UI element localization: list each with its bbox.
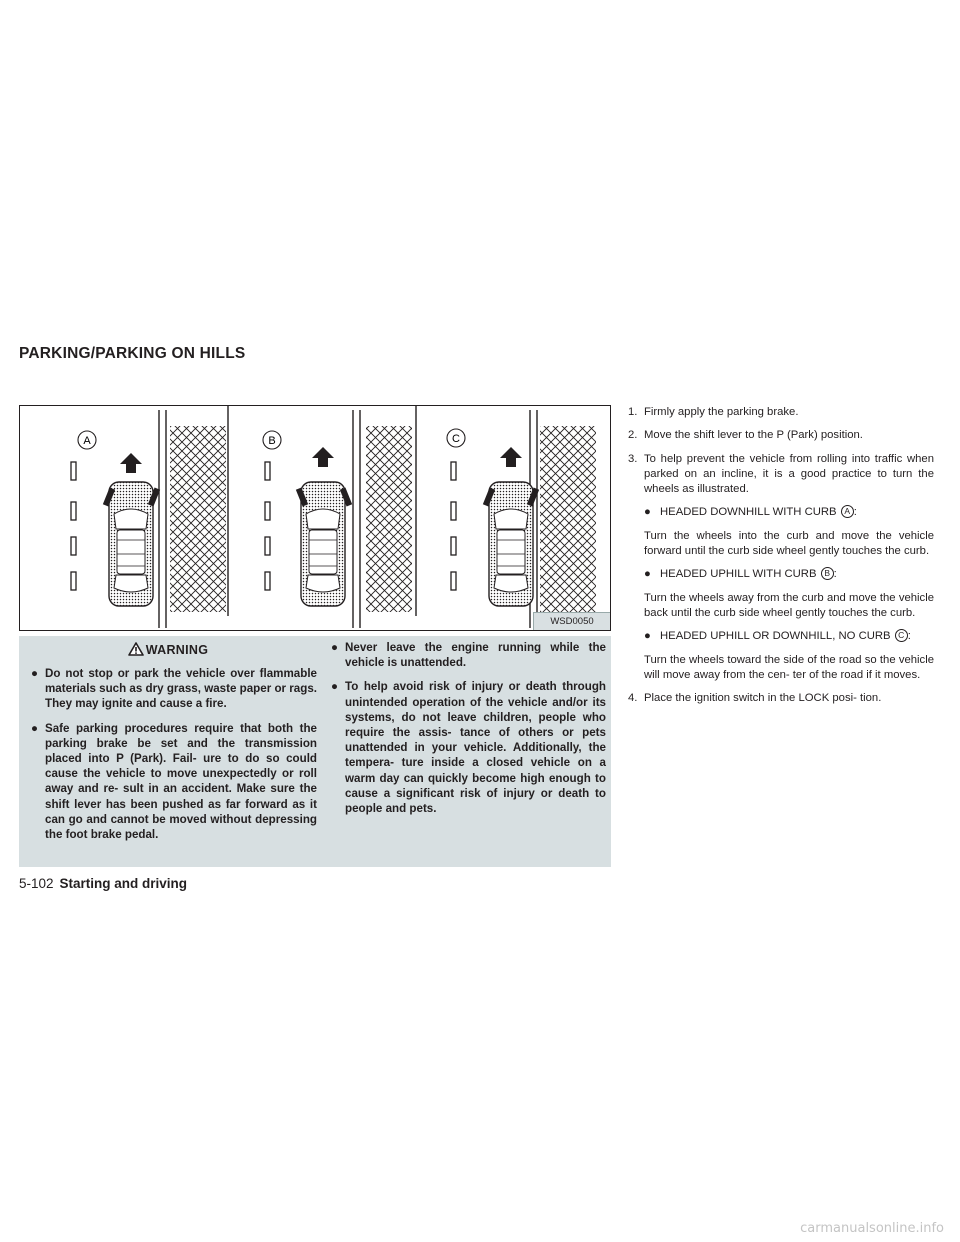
panel-b-label: B	[268, 435, 276, 447]
warning-item	[31, 666, 317, 712]
bullet-glyph: ●	[331, 641, 339, 654]
warning-text: To help avoid risk of injury or death through unintended operation of the vehicle and/or its systems, do not leave children, people who require the assis- tance of others or pets unattended in your vehicle. Additionally, the tempera- ture inside a closed vehicle on a warm day can quickly become high enough to cause a significant risk of injury or death to people and pets.	[345, 680, 606, 816]
procedure-steps	[628, 405, 934, 714]
watermark: carmanualsonline.info	[800, 1221, 944, 1236]
sub-item-downhill-curb	[644, 505, 934, 520]
colon: :	[907, 630, 911, 643]
panel-a	[71, 410, 226, 628]
warning-box	[19, 636, 611, 867]
ref-a-badge: A	[841, 505, 854, 518]
colon: :	[853, 506, 857, 519]
bullet-glyph: ●	[644, 568, 651, 581]
section-title: PARKING/PARKING ON HILLS	[19, 345, 246, 362]
step-number: 3.	[628, 452, 638, 465]
panel-c-label: C	[452, 433, 460, 445]
panel-c	[447, 410, 596, 628]
step-1	[628, 405, 934, 420]
parking-diagram	[20, 406, 612, 632]
sub-description: Turn the wheels into the curb and move the vehicle forward until the curb side wheel gently touches the curb.	[644, 529, 934, 558]
step-text: To help prevent the vehicle from rolling into traffic when parked on an incline, it is a good practice to turn the wheels as illustrated.	[644, 452, 934, 496]
panel-a-label: A	[83, 435, 91, 447]
warning-triangle-icon	[128, 642, 144, 656]
warning-title: WARNING	[145, 643, 209, 657]
warning-text: Never leave the engine running while the vehicle is unattended.	[345, 641, 606, 670]
ref-b-badge: B	[821, 567, 834, 580]
sub-title: HEADED UPHILL OR DOWNHILL, NO CURB	[660, 630, 891, 643]
step-number: 4.	[628, 692, 638, 705]
bullet-glyph: ●	[31, 721, 39, 735]
warning-item	[31, 721, 317, 843]
warning-text: Safe parking procedures require that both the parking brake be set and the transmission placed into P (Park). Fail- ure to do so could cause the vehicle to move unexpectedly or roll away and re- sult in an accident. Make sure the shift lever has been pushed as far forward as it can go and cannot be moved without depressing the foot brake pedal.	[45, 721, 317, 842]
sub-item-uphill-curb	[644, 567, 934, 582]
warning-heading	[19, 642, 317, 657]
bullet-glyph: ●	[31, 667, 39, 680]
sub-item-no-curb	[644, 629, 934, 644]
step-4	[628, 691, 934, 706]
warning-text: Do not stop or park the vehicle over flammable materials such as dry grass, waste paper or rags. They may ignite and cause a fire.	[45, 667, 317, 711]
step-text: Place the ignition switch in the LOCK posi- tion.	[644, 692, 882, 705]
step-text: Move the shift lever to the P (Park) position.	[644, 429, 863, 442]
sub-description: Turn the wheels away from the curb and move the vehicle back until the curb side wheel gently touches the curb.	[644, 591, 934, 619]
warning-left-column	[31, 666, 317, 851]
warning-item	[331, 640, 606, 670]
page-footer	[19, 876, 187, 891]
step-2	[628, 428, 934, 443]
chapter-title: Starting and driving	[59, 876, 188, 891]
figure-code: WSD0050	[533, 612, 610, 630]
sub-title: HEADED DOWNHILL WITH CURB	[660, 506, 837, 519]
warning-right-column	[331, 640, 606, 825]
ref-c-badge: C	[895, 629, 908, 642]
panel-b	[263, 410, 412, 628]
sub-description: Turn the wheels toward the side of the road so the vehicle will move away from the cen- ter of the road if it moves.	[644, 653, 934, 681]
step-text: Firmly apply the parking brake.	[644, 406, 799, 418]
warning-item	[331, 679, 606, 816]
sub-title: HEADED UPHILL WITH CURB	[660, 568, 817, 581]
page-number: 5-102	[19, 876, 54, 891]
bullet-glyph: ●	[331, 680, 339, 694]
step-number: 1.	[628, 406, 638, 418]
step-number: 2.	[628, 429, 638, 442]
parking-illustration	[19, 405, 611, 631]
bullet-glyph: ●	[644, 630, 651, 643]
bullet-glyph: ●	[644, 506, 651, 519]
colon: :	[833, 568, 837, 581]
step-3	[628, 452, 934, 498]
